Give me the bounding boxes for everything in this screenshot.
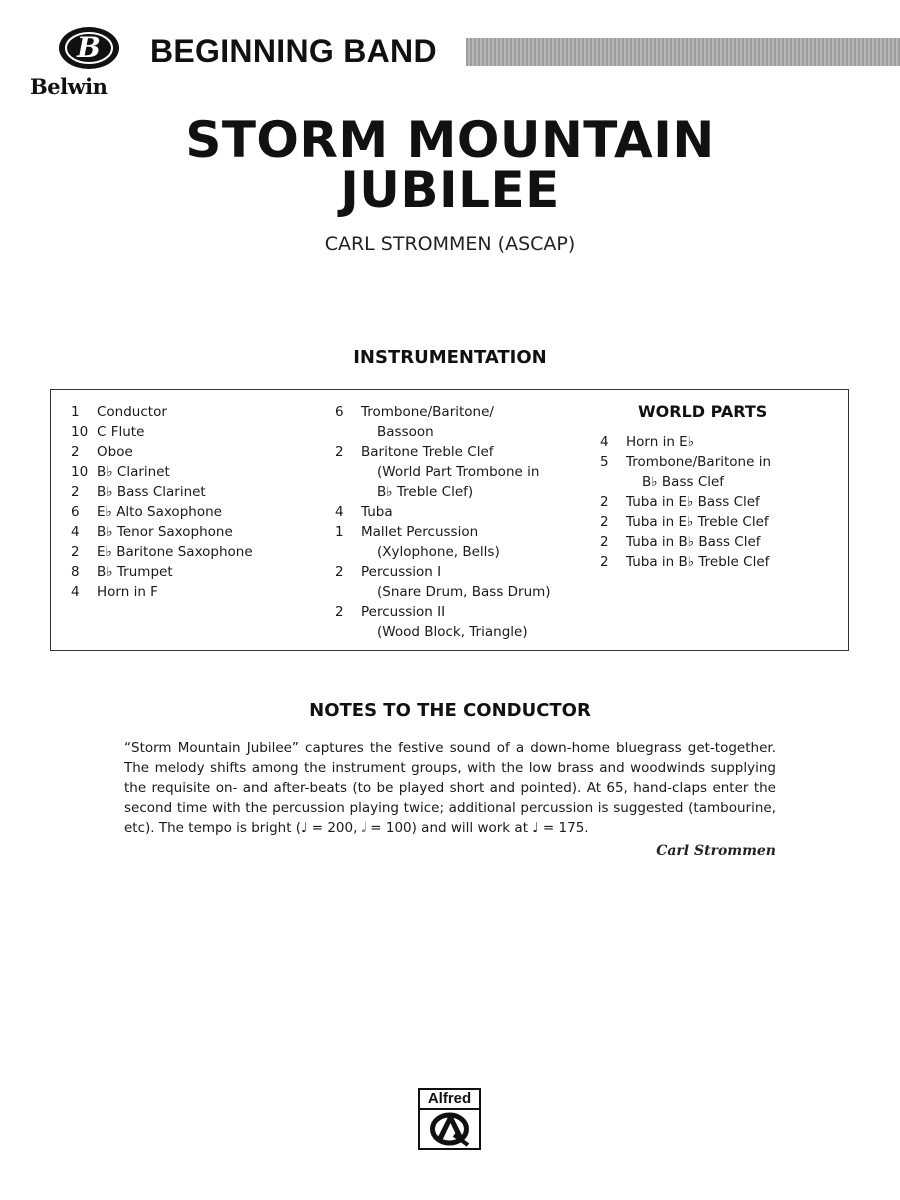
instrument-quantity: 2 bbox=[335, 564, 344, 580]
instrument-row bbox=[335, 562, 551, 582]
instrument-name: B♭ Bass Clarinet bbox=[97, 484, 206, 500]
instrument-row bbox=[335, 402, 551, 422]
instrument-row bbox=[71, 502, 253, 522]
instrument-name: Mallet Percussion bbox=[361, 524, 479, 540]
instrument-name-continued: (World Part Trombone in bbox=[377, 464, 540, 480]
instrument-row bbox=[600, 432, 771, 452]
series-rule bbox=[466, 38, 900, 66]
belwin-logo-icon bbox=[57, 24, 121, 72]
instrument-quantity: 10 bbox=[71, 464, 89, 480]
instrument-name-continued: (Xylophone, Bells) bbox=[377, 544, 500, 560]
instrument-name-continued: Bassoon bbox=[377, 424, 434, 440]
instrument-name: C Flute bbox=[97, 424, 145, 440]
instrument-row bbox=[600, 512, 771, 532]
instrument-name: Trombone/Baritone/ bbox=[361, 404, 494, 420]
instrument-name: Percussion I bbox=[361, 564, 442, 580]
instrument-quantity: 10 bbox=[71, 424, 89, 440]
instrument-row bbox=[71, 462, 253, 482]
instrument-quantity: 2 bbox=[335, 444, 344, 460]
instrument-quantity: 2 bbox=[71, 484, 80, 500]
instrument-quantity: 2 bbox=[600, 534, 609, 550]
instrument-row bbox=[600, 452, 771, 472]
instrument-row bbox=[71, 402, 253, 422]
instrument-row bbox=[600, 532, 771, 552]
svg-text:B: B bbox=[77, 31, 101, 64]
instrument-row bbox=[600, 492, 771, 512]
instrument-name-continued: B♭ Treble Clef) bbox=[377, 484, 474, 500]
instrument-name: Horn in E♭ bbox=[626, 434, 695, 450]
piece-title-line2: JUBILEE bbox=[340, 161, 560, 219]
instrument-name-continued: (Snare Drum, Bass Drum) bbox=[377, 584, 551, 600]
instrument-quantity: 8 bbox=[71, 564, 80, 580]
instrument-name: Conductor bbox=[97, 404, 167, 420]
instrument-row bbox=[600, 552, 771, 572]
instrument-quantity: 6 bbox=[335, 404, 344, 420]
instrument-column-1 bbox=[71, 402, 253, 602]
instrumentation-heading: INSTRUMENTATION bbox=[353, 347, 547, 368]
instrument-name: Percussion II bbox=[361, 604, 446, 620]
instrument-quantity: 1 bbox=[335, 524, 344, 540]
instrument-quantity: 2 bbox=[71, 444, 80, 460]
instrument-row bbox=[335, 442, 551, 462]
alfred-logo-text: Alfred bbox=[420, 1090, 479, 1110]
instrument-quantity: 6 bbox=[71, 504, 80, 520]
instrument-row bbox=[335, 602, 551, 622]
series-title: BEGINNING BAND bbox=[150, 33, 437, 69]
instrument-name: B♭ Clarinet bbox=[97, 464, 170, 480]
instrument-row bbox=[71, 562, 253, 582]
instrument-quantity: 2 bbox=[600, 494, 609, 510]
instrument-row bbox=[71, 422, 253, 442]
instrument-name: Tuba in E♭ Bass Clef bbox=[626, 494, 760, 510]
world-parts-column bbox=[600, 402, 771, 572]
instrument-quantity: 4 bbox=[71, 584, 80, 600]
instrumentation-box bbox=[50, 389, 849, 651]
instrument-name: Tuba bbox=[361, 504, 393, 520]
notes-heading: NOTES TO THE CONDUCTOR bbox=[309, 700, 591, 721]
instrument-row bbox=[71, 482, 253, 502]
instrument-name: Baritone Treble Clef bbox=[361, 444, 494, 460]
instrument-column-2 bbox=[335, 402, 551, 642]
instrument-quantity: 2 bbox=[600, 554, 609, 570]
alfred-emblem-icon bbox=[424, 1111, 475, 1147]
instrument-name: B♭ Trumpet bbox=[97, 564, 173, 580]
conductor-signature: Carl Strommen bbox=[656, 843, 776, 859]
instrument-quantity: 2 bbox=[71, 544, 80, 560]
composer-credit: CARL STROMMEN (ASCAP) bbox=[324, 233, 576, 255]
instrument-quantity: 4 bbox=[600, 434, 609, 450]
instrument-quantity: 4 bbox=[335, 504, 344, 520]
alfred-logo bbox=[418, 1088, 481, 1150]
instrument-row bbox=[71, 522, 253, 542]
notes-body: “Storm Mountain Jubilee” captures the festive sound of a down-home bluegrass get-together. The melody shifts among the instrument groups, with the low brass and woodwinds supplying the requisite on- and after-beats (to be played short and pointed). At 65, hand-claps enter the second time with the percussion playing twice; additional percussion is suggested (tambourine, etc). The tempo is bright (♩ = 200, 𝅗𝅥 = 100) and will work at ♩ = 175. bbox=[124, 740, 776, 836]
instrument-name: Tuba in B♭ Bass Clef bbox=[626, 534, 761, 550]
instrument-quantity: 1 bbox=[71, 404, 80, 420]
instrument-row bbox=[71, 442, 253, 462]
instrument-name-continued: (Wood Block, Triangle) bbox=[377, 624, 528, 640]
instrument-quantity: 2 bbox=[600, 514, 609, 530]
instrument-name: Tuba in B♭ Treble Clef bbox=[626, 554, 770, 570]
instrument-name: E♭ Alto Saxophone bbox=[97, 504, 222, 520]
instrument-row bbox=[71, 542, 253, 562]
instrument-name-continued: B♭ Bass Clef bbox=[642, 474, 725, 490]
publisher-name: Belwin bbox=[30, 74, 108, 99]
instrument-quantity: 5 bbox=[600, 454, 609, 470]
world-parts-heading: WORLD PARTS bbox=[638, 402, 768, 421]
instrument-name: Oboe bbox=[97, 444, 133, 460]
instrument-row bbox=[335, 502, 551, 522]
instrument-name: Tuba in E♭ Treble Clef bbox=[626, 514, 769, 530]
instrument-row bbox=[71, 582, 253, 602]
instrument-name: E♭ Baritone Saxophone bbox=[97, 544, 253, 560]
instrument-name: Horn in F bbox=[97, 584, 158, 600]
instrument-name: B♭ Tenor Saxophone bbox=[97, 524, 233, 540]
instrument-quantity: 2 bbox=[335, 604, 344, 620]
instrument-row bbox=[335, 522, 551, 542]
instrument-quantity: 4 bbox=[71, 524, 80, 540]
piece-title-line1: STORM MOUNTAIN bbox=[185, 111, 715, 169]
instrument-name: Trombone/Baritone in bbox=[626, 454, 772, 470]
